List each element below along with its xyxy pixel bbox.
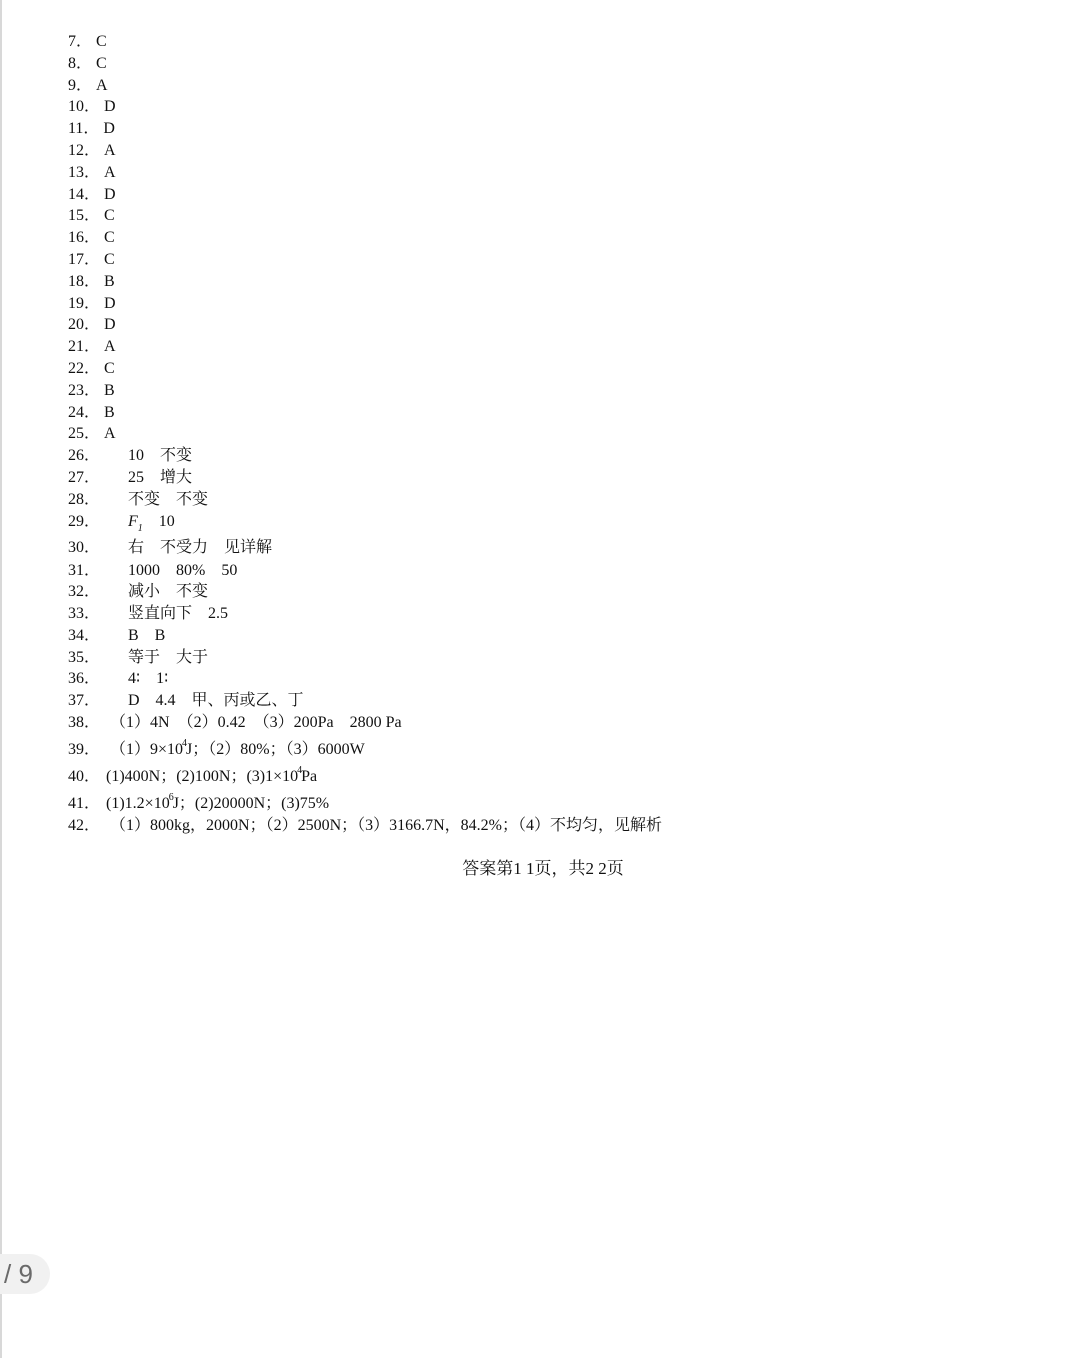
question-number: 23．: [68, 381, 101, 399]
answer-text: [106, 766, 317, 790]
question-number: 35．: [68, 649, 101, 666]
answer-text: 4∶ 1∶: [128, 670, 169, 687]
answer-text: A: [104, 142, 116, 159]
variable-subscript: 1: [137, 523, 143, 534]
answer-line-41: [68, 793, 329, 815]
question-number: 32．: [68, 583, 101, 600]
answer-line: [68, 227, 115, 249]
answer-text: C: [104, 251, 115, 268]
question-number: 11．: [68, 120, 100, 138]
question-number: 40．: [68, 768, 101, 785]
answer-line-39: [68, 739, 365, 761]
answer-line: [68, 358, 115, 380]
answer-text: B: [104, 381, 115, 399]
question-number: 41．: [68, 795, 101, 812]
answer-line: [68, 271, 115, 293]
answer-text-part: J；(2)20000N；(3)75%: [172, 795, 330, 812]
question-number: 7．: [68, 33, 93, 50]
question-number: 33．: [68, 605, 101, 622]
question-number: 13．: [68, 163, 101, 181]
question-number: 25．: [68, 425, 101, 443]
answer-text: （1）4N （2）0.42 （3）200Pa 2800 Pa: [110, 714, 402, 731]
answer-line: [68, 445, 193, 467]
question-number: 29．: [68, 513, 101, 530]
question-number: 30．: [68, 539, 101, 556]
answer-line: [68, 603, 229, 625]
answer-text: 减小 不变: [128, 583, 209, 600]
answer-line: [68, 625, 166, 647]
answer-line: [68, 53, 107, 75]
superscript-exponent: 4: [297, 765, 303, 776]
answer-text-part: (1)400N；(2)100N；(3)1×10: [106, 768, 299, 785]
question-number: 31．: [68, 562, 101, 579]
question-number: 39．: [68, 741, 101, 758]
answer-line: [68, 467, 193, 489]
answer-text: 10 不变: [128, 447, 193, 464]
answer-line: [68, 162, 116, 184]
answer-text: D: [103, 120, 115, 138]
question-number: 27．: [68, 469, 101, 486]
answer-text: B: [104, 403, 115, 421]
answer-text: D: [104, 294, 116, 312]
answer-text: A: [104, 338, 116, 356]
superscript-exponent: 4: [182, 738, 188, 749]
answer-text: 等于 大于: [128, 649, 209, 666]
question-number: 12．: [68, 142, 101, 159]
question-number: 34．: [68, 627, 101, 644]
question-number: 15．: [68, 207, 101, 225]
question-number: 20．: [68, 316, 101, 334]
question-number: 36．: [68, 670, 101, 687]
answer-line: [68, 249, 115, 271]
question-number: 37．: [68, 692, 101, 709]
answer-line: [68, 75, 108, 97]
question-number: 18．: [68, 272, 101, 290]
answer-text: [106, 793, 329, 817]
answer-text-part: 10: [142, 513, 175, 530]
question-number: 28．: [68, 491, 101, 508]
answer-text: D: [104, 316, 116, 334]
answer-line: [68, 560, 238, 582]
answer-text: 右 不受力 见详解: [128, 539, 273, 556]
answer-text: B B: [128, 627, 166, 644]
answer-text: [128, 511, 175, 535]
answer-line: [68, 402, 115, 424]
answer-line: [68, 537, 273, 559]
answer-text: B: [104, 272, 115, 290]
answer-line: [68, 423, 116, 445]
answer-line: [68, 489, 209, 511]
answer-line: [68, 140, 116, 162]
answer-line-42: [68, 815, 662, 837]
question-number: 17．: [68, 251, 101, 268]
answer-text: 1000 80% 50: [128, 562, 238, 579]
answer-line: [68, 118, 115, 140]
answer-line: [68, 647, 209, 669]
answer-text-part: （1）9×10: [110, 741, 184, 758]
answer-text: C: [104, 207, 115, 225]
question-number: 8．: [68, 54, 93, 72]
answer-line-38: [68, 712, 402, 734]
answer-text: D: [104, 98, 116, 116]
answer-text: C: [104, 360, 115, 377]
answer-text: D 4.4 甲、丙或乙、丁: [128, 692, 304, 709]
answer-line: [68, 511, 175, 534]
answer-text: [110, 739, 365, 763]
variable-letter: F: [128, 513, 138, 530]
question-number: 38．: [68, 714, 101, 731]
answer-text: C: [104, 229, 115, 247]
question-number: 22．: [68, 360, 101, 377]
answer-line-40: [68, 766, 317, 788]
page-footer: 答案第1 1页，共2 2页: [462, 859, 624, 878]
answer-text: A: [104, 425, 116, 443]
question-number: 26．: [68, 447, 101, 464]
answer-line: [68, 96, 116, 118]
answer-text: 竖直向下 2.5: [128, 605, 229, 622]
answer-line: [68, 690, 304, 712]
answer-line: [68, 336, 116, 358]
answer-line: [68, 314, 116, 336]
answer-text: 不变 不变: [128, 491, 209, 508]
answer-line: [68, 184, 116, 206]
answer-line: [68, 205, 115, 227]
answer-text: A: [96, 76, 108, 94]
force-variable: [128, 513, 143, 534]
question-number: 14．: [68, 185, 101, 203]
answer-text-part: J；（2）80%；（3）6000W: [186, 741, 365, 758]
question-number: 42．: [68, 817, 101, 834]
answer-text: （1）800kg，2000N；（2）2500N；（3）3166.7N，84.2%；（4）不均匀，见解析: [110, 817, 663, 834]
page-indicator-badge[interactable]: / 9: [0, 1254, 50, 1294]
question-number: 24．: [68, 403, 101, 421]
answer-text: D: [104, 185, 116, 203]
answer-text: C: [96, 33, 107, 50]
question-number: 16．: [68, 229, 101, 247]
answer-line: [68, 668, 169, 690]
answer-line: [68, 293, 116, 315]
answer-text: C: [96, 54, 107, 72]
question-number: 9．: [68, 76, 93, 94]
superscript-exponent: 6: [168, 792, 174, 803]
answer-text: 25 增大: [128, 469, 193, 486]
answer-text: A: [104, 163, 116, 181]
question-number: 21．: [68, 338, 101, 356]
answer-line: [68, 581, 209, 603]
answer-line: [68, 380, 115, 402]
answer-text-part: Pa: [301, 768, 318, 785]
question-number: 10．: [68, 98, 101, 116]
answer-text-part: (1)1.2×10: [106, 795, 170, 812]
answer-line: [68, 31, 107, 53]
question-number: 19．: [68, 294, 101, 312]
